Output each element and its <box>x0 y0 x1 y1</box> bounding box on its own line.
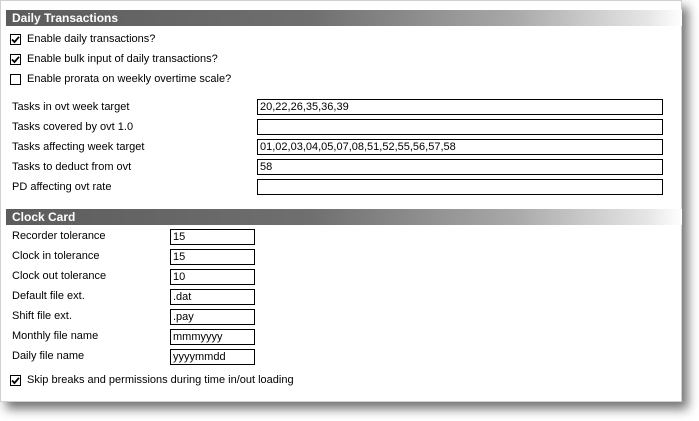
label-recorder-tolerance: Recorder tolerance <box>12 230 106 242</box>
checkbox-enable-bulk-input[interactable] <box>10 54 21 65</box>
input-tasks-covered-by-ovt[interactable] <box>257 119 663 135</box>
input-default-file-ext[interactable]: .dat <box>170 289 255 305</box>
label-shift-file-ext: Shift file ext. <box>12 310 72 322</box>
checkbox-label: Enable bulk input of daily transactions? <box>27 53 218 65</box>
checkbox-row-enable-daily-transactions[interactable] <box>10 31 155 47</box>
label-clock-in-tolerance: Clock in tolerance <box>12 250 100 262</box>
checkmark-icon <box>11 376 20 385</box>
checkbox-row-enable-prorata[interactable] <box>10 71 231 87</box>
input-shift-file-ext[interactable]: .pay <box>170 309 255 325</box>
input-pd-affecting-ovt-rate[interactable] <box>257 179 663 195</box>
checkbox-skip-breaks[interactable] <box>10 375 21 386</box>
label-tasks-affecting-week-target: Tasks affecting week target <box>12 141 145 153</box>
checkbox-label: Enable daily transactions? <box>27 33 156 45</box>
label-clock-out-tolerance: Clock out tolerance <box>12 270 107 282</box>
section-header-daily-transactions: Daily Transactions <box>6 10 682 26</box>
checkbox-row-skip-breaks[interactable] <box>10 372 294 388</box>
checkbox-label: Skip breaks and permissions during time in/out loading <box>27 374 294 386</box>
input-tasks-affecting-week-target[interactable]: 01,02,03,04,05,07,08,51,52,55,56,57,58 <box>257 139 663 155</box>
input-tasks-to-deduct-from-ovt[interactable]: 58 <box>257 159 663 175</box>
checkbox-label: Enable prorata on weekly overtime scale? <box>27 73 232 85</box>
input-clock-in-tolerance[interactable]: 15 <box>170 249 255 265</box>
label-tasks-to-deduct-from-ovt: Tasks to deduct from ovt <box>12 161 132 173</box>
label-default-file-ext: Default file ext. <box>12 290 85 302</box>
input-monthly-file-name[interactable]: mmmyyyy <box>170 329 255 345</box>
input-daily-file-name[interactable]: yyyymmdd <box>170 349 255 365</box>
checkbox-row-enable-bulk-input[interactable] <box>10 51 218 67</box>
input-tasks-in-ovt-week-target[interactable]: 20,22,26,35,36,39 <box>257 99 663 115</box>
label-pd-affecting-ovt-rate: PD affecting ovt rate <box>12 181 112 193</box>
checkmark-icon <box>11 55 20 64</box>
checkmark-icon <box>11 35 20 44</box>
label-monthly-file-name: Monthly file name <box>12 330 99 342</box>
checkbox-enable-daily-transactions[interactable] <box>10 34 21 45</box>
section-header-clock-card: Clock Card <box>6 209 682 225</box>
label-daily-file-name: Daily file name <box>12 350 85 362</box>
label-tasks-in-ovt-week-target: Tasks in ovt week target <box>12 101 130 113</box>
checkbox-enable-prorata[interactable] <box>10 74 21 85</box>
input-clock-out-tolerance[interactable]: 10 <box>170 269 255 285</box>
input-recorder-tolerance[interactable]: 15 <box>170 229 255 245</box>
label-tasks-covered-by-ovt: Tasks covered by ovt 1.0 <box>12 121 134 133</box>
